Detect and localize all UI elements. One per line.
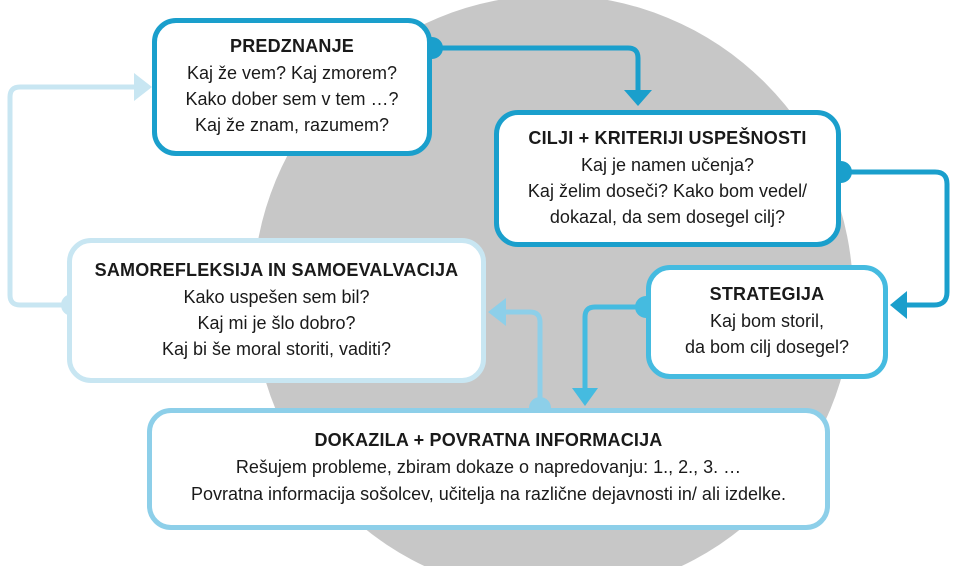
box-cilji <box>494 110 841 247</box>
box-title: CILJI + KRITERIJI USPEŠNOSTI <box>528 127 807 148</box>
box-line: Kaj že znam, razumem? <box>194 115 390 135</box>
box-predznanje <box>152 18 432 156</box>
box-strategija <box>646 265 888 379</box>
box-line: Kaj že vem? Kaj zmorem? <box>186 63 398 83</box>
box-line: Kaj je namen učenja? <box>580 154 755 175</box>
box-line: Rešujem probleme, zbiram dokaze o napredovanju: 1., 2., 3. … <box>235 457 742 477</box>
box-line: Kako dober sem v tem …? <box>185 89 399 109</box>
box-title: PREDZNANJE <box>229 36 355 56</box>
box-line: Kako uspešen sem bil? <box>183 286 370 307</box>
box-dokazila <box>147 408 830 530</box>
box-title: STRATEGIJA <box>709 284 825 304</box>
box-line: Povratna informacija sošolcev, učitelja na različne dejavnosti in/ ali izdelke. <box>191 484 786 504</box>
box-line: dokazal, da sem dosegel cilj? <box>549 206 786 227</box>
box-title: SAMOREFLEKSIJA IN SAMOEVALVACIJA <box>94 259 459 280</box>
box-line: Kaj bom storil, <box>709 311 825 331</box>
box-line: Kaj želim doseči? Kako bom vedel/ <box>527 180 808 201</box>
box-line: da bom cilj dosegel? <box>684 337 850 357</box>
box-title: DOKAZILA + POVRATNA INFORMACIJA <box>314 430 663 450</box>
box-line: Kaj mi je šlo dobro? <box>197 312 356 333</box>
box-samorefleksija <box>67 238 486 383</box>
box-line: Kaj bi še moral storiti, vaditi? <box>161 338 392 359</box>
